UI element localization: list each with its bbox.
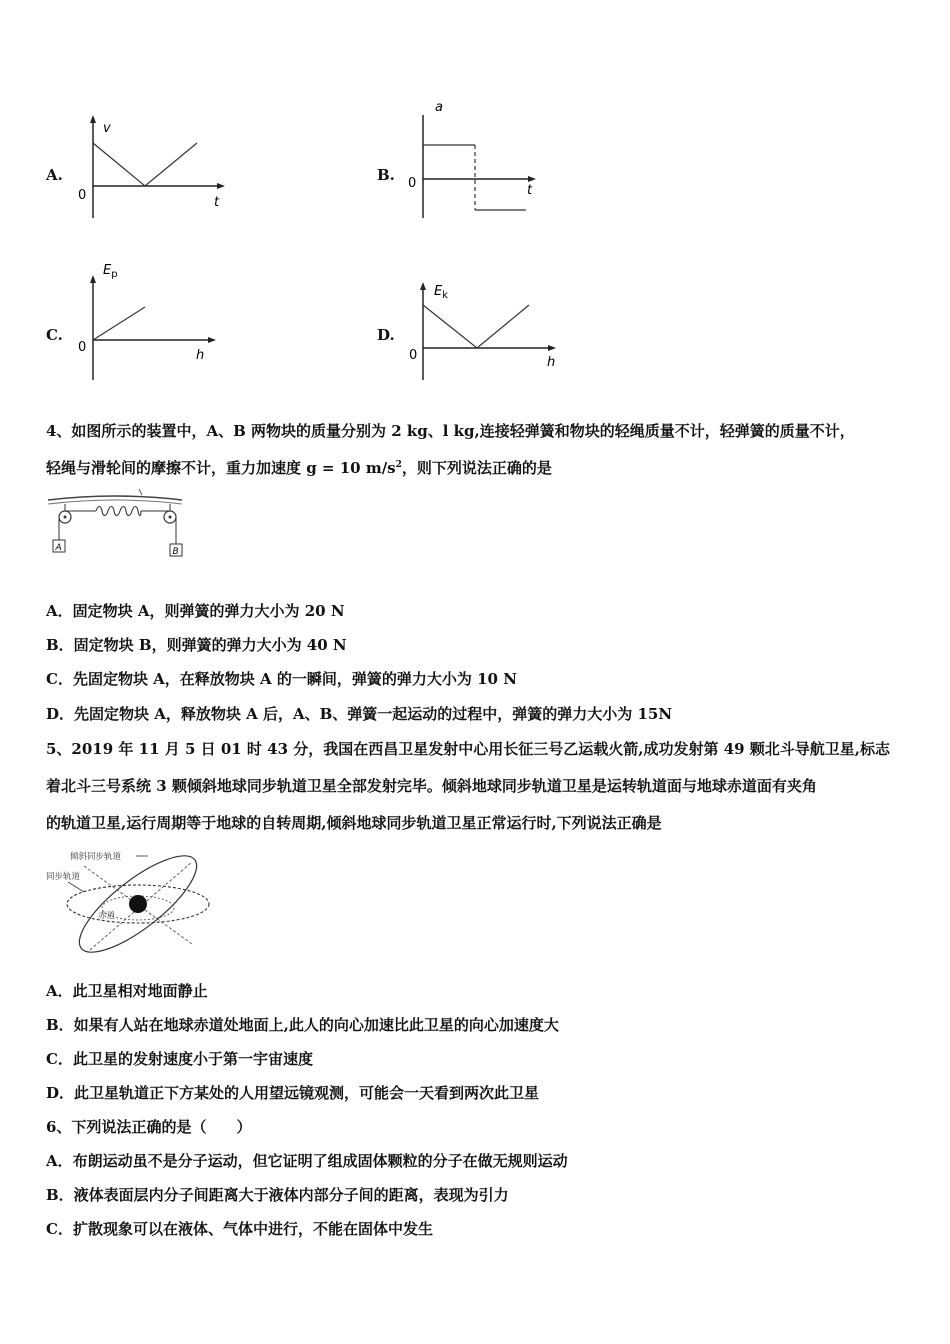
q4-option-d: D．先固定物块 A，释放物块 A 后，A、B、弹簧一起运动的过程中，弹簧的弹力大小为 15N [46,705,673,723]
q4-option-b: B．固定物块 B，则弹簧的弹力大小为 40 N [46,636,347,654]
q4-stem-line2: 轻绳与滑轮间的摩擦不计，重力加速度 g = 10 $m/s^2$，则下列说法正确的是 [46,459,552,477]
option-c-label: C. [46,326,63,344]
ek-curve [423,305,529,348]
earth [129,895,147,913]
x-axis-label: h [196,348,205,363]
x-axis-arrow [548,345,556,351]
v-curve [93,143,197,186]
x-axis-arrow [208,337,216,343]
y-axis-label: $E_k$ [434,284,449,301]
origin-label: 0 [78,188,87,203]
y-axis-arrow [90,115,96,123]
x-axis-label: t [214,195,220,210]
q4-option-a: A．固定物块 A，则弹簧的弹力大小为 20 N [46,602,345,620]
equator-label: 赤道 [98,911,116,921]
board-edge [48,500,182,504]
q5-stem-line3: 的轨道卫星,运行周期等于地球的自转周期,倾斜地球同步轨道卫星正常运行时,下列说法正确是 [46,814,662,832]
hook [139,489,142,495]
origin-label: 0 [409,348,418,363]
x-axis-label: t [527,183,533,198]
q4-stem-line1: 4、如图所示的装置中，A、B 两物块的质量分别为 2 kg、l kg,连接轻弹簧和物块的轻绳质量不计，轻弹簧的质量不计， [46,422,855,440]
sync-orbit-leader [68,882,84,892]
graph-d-kinetic-energy-height [400,275,570,385]
right-pulley-axle [169,516,172,519]
y-axis-arrow [90,275,96,283]
sync-orbit-label: 同步轨道 [46,872,81,882]
origin-label: 0 [408,176,417,191]
q6-option-c: C．扩散现象可以在液体、气体中进行，不能在固体中发生 [46,1220,433,1238]
x-axis-label: h [547,355,556,370]
y-axis-label: v [103,121,111,136]
q6-option-a: A．布朗运动虽不是分子运动，但它证明了组成固体颗粒的分子在做无规则运动 [46,1152,568,1170]
ep-line [93,307,145,340]
left-pulley-axle [64,516,67,519]
board [48,496,182,500]
y-axis-arrow [420,282,426,290]
q5-option-c: C．此卫星的发射速度小于第一宇宙速度 [46,1050,313,1068]
inclined-orbit-label: 倾斜同步轨道 [70,852,122,862]
option-b-label: B. [377,166,395,184]
q6-stem: 6、下列说法正确的是（ ） [46,1118,252,1136]
q5-option-a: A．此卫星相对地面静止 [46,982,208,1000]
block-b-label: B [172,547,179,557]
y-axis-label: a [435,100,443,115]
graph-c-potential-energy-height [70,255,240,385]
x-axis-arrow [217,183,225,189]
q5-stem-line1: 5、2019 年 11 月 5 日 01 时 43 分，我国在西昌卫星发射中心用长征三号乙运载火箭,成功发射第 49 颗北斗导航卫星,标志 [46,740,891,758]
q5-option-d: D．此卫星轨道正下方某处的人用望远镜观测，可能会一天看到两次此卫星 [46,1084,540,1102]
graph-b-acceleration-time [400,95,550,225]
q5-option-b: B．如果有人站在地球赤道处地面上,此人的向心加速比此卫星的向心加速度大 [46,1016,559,1034]
x-axis-arrow [528,176,536,182]
q4-pulley-spring-figure [46,486,186,562]
q4-option-c: C．先固定物块 A，在释放物块 A 的一瞬间，弹簧的弹力大小为 10 N [46,670,517,688]
q5-stem-line2: 着北斗三号系统 3 颗倾斜地球同步轨道卫星全部发射完毕。倾斜地球同步轨道卫星是运转轨道面与地球赤道面有夹角 [46,777,817,795]
q6-option-b: B．液体表面层内分子间距离大于液体内部分子间的距离，表现为引力 [46,1186,509,1204]
graph-a-velocity-time [70,110,240,225]
block-a-label: A [55,543,62,553]
spring [96,507,141,516]
q5-orbit-figure [44,846,216,964]
option-d-label: D. [377,326,395,344]
option-a-label: A. [46,166,63,184]
y-axis-label: $E_p$ [103,263,118,280]
origin-label: 0 [78,340,87,355]
